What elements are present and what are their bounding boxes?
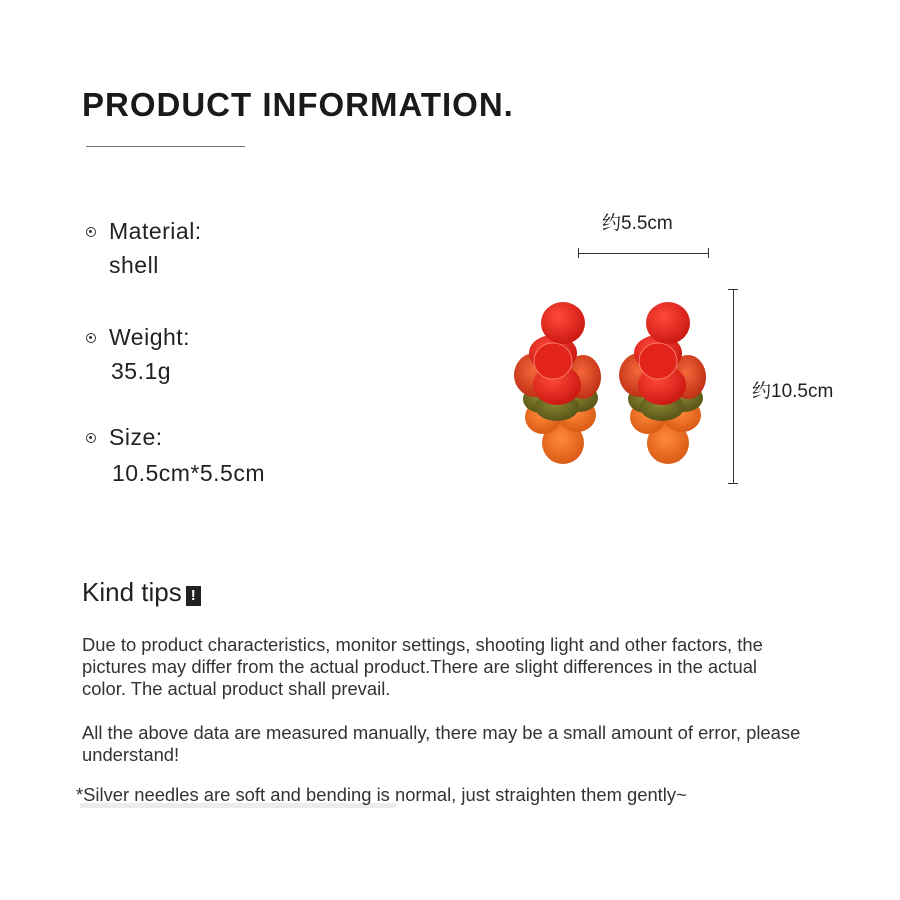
tips-paragraph-2: All the above data are measured manually, there may be a small amount of error, please understand! [82, 722, 801, 765]
height-dimension-label: 约10.5cm [752, 381, 834, 402]
height-dimension-tick-bottom [728, 483, 738, 484]
bullet-icon [86, 433, 96, 443]
spec-value: 35.1g [111, 358, 172, 384]
spec-value: shell [109, 252, 159, 278]
silver-needle-note: *Silver needles are soft and bending is normal, just straighten them gently~ [76, 784, 687, 805]
page-title: PRODUCT INFORMATION. [82, 86, 514, 123]
width-dimension-tick-left [578, 248, 579, 258]
title-divider [86, 146, 245, 147]
spec-label: Size: [109, 424, 163, 450]
earring-image [505, 295, 715, 475]
height-dimension-line [733, 290, 734, 483]
width-dimension-label: 约5.5cm [602, 213, 673, 234]
kind-tips-heading [82, 577, 201, 608]
height-dimension-tick-top [728, 289, 738, 290]
width-dimension-line [579, 253, 709, 254]
kind-tips-label: Kind tips [82, 577, 182, 607]
right-earring [619, 302, 706, 464]
spec-value: 10.5cm*5.5cm [112, 460, 266, 486]
bullet-icon [86, 227, 96, 237]
bullet-icon [86, 333, 96, 343]
spec-label: Material: [109, 218, 202, 244]
left-earring [514, 302, 601, 464]
exclamation-icon: ! [186, 586, 201, 606]
width-dimension-tick-right [708, 248, 709, 258]
spec-label: Weight: [109, 324, 191, 350]
tips-paragraph-1: Due to product characteristics, monitor settings, shooting light and other factors, the pictures may differ from the actual product.There are slight differences in the actual color. The actual product shall prevail. [82, 634, 763, 699]
